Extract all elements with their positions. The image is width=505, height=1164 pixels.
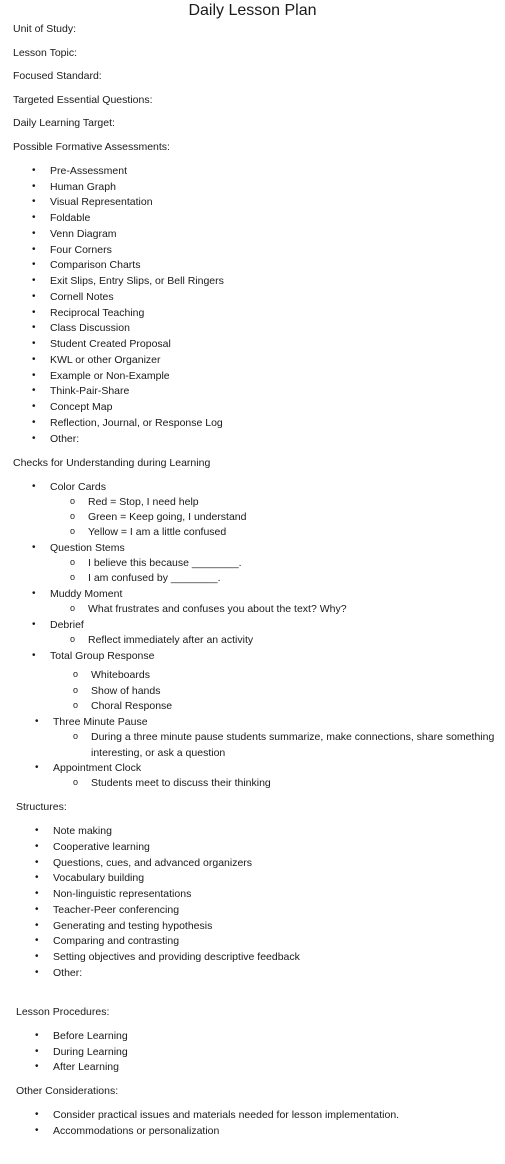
list-item: • Setting objectives and providing descriptive feedback: [53, 950, 300, 964]
sub-item: o During a three minute pause students summarize, make connections, share something interesting, or ask a question: [91, 730, 501, 761]
page-title: Daily Lesson Plan: [188, 2, 317, 19]
check-item-debrief: • Debrief: [50, 618, 84, 632]
list-item: • Foldable: [50, 211, 90, 225]
sub-item: o Show of hands: [91, 684, 160, 698]
field-formative-assessments: Possible Formative Assessments:: [13, 141, 170, 153]
list-item: • Generating and testing hypothesis: [53, 919, 212, 933]
sub-item: o I believe this because ________.: [88, 556, 242, 570]
list-item: • Non-linguistic representations: [53, 887, 191, 901]
list-item: • Venn Diagram: [50, 227, 117, 241]
list-item: • Teacher-Peer conferencing: [53, 903, 179, 917]
checks-heading: Checks for Understanding during Learning: [13, 457, 211, 469]
list-item: • KWL or other Organizer: [50, 353, 161, 367]
list-item: • Exit Slips, Entry Slips, or Bell Ringers: [50, 274, 224, 288]
list-item: • Vocabulary building: [53, 871, 144, 885]
list-item: • Consider practical issues and materials needed for lesson implementation.: [53, 1108, 399, 1122]
check-item-muddy-moment: • Muddy Moment: [50, 587, 122, 601]
list-item: • Cornell Notes: [50, 290, 114, 304]
check-item-three-minute-pause: • Three Minute Pause: [53, 715, 148, 729]
list-item: • Accommodations or personalization: [53, 1124, 219, 1138]
other-considerations-heading: Other Considerations:: [16, 1085, 119, 1097]
list-item: • Example or Non-Example: [50, 369, 170, 383]
structures-heading: Structures:: [16, 801, 67, 813]
field-essential-questions: Targeted Essential Questions:: [13, 94, 153, 106]
list-item: • Class Discussion: [50, 321, 130, 335]
list-item: • Reciprocal Teaching: [50, 306, 144, 320]
sub-item: o Choral Response: [91, 699, 172, 713]
list-item: • Comparing and contrasting: [53, 934, 179, 948]
field-lesson-topic: Lesson Topic:: [13, 47, 78, 59]
list-item: • Visual Representation: [50, 195, 153, 209]
list-item: • Before Learning: [53, 1029, 128, 1043]
check-item-total-group-response: • Total Group Response: [50, 649, 154, 663]
sub-item: o Red = Stop, I need help: [88, 495, 199, 509]
list-item: • Concept Map: [50, 400, 112, 414]
list-item: • Questions, cues, and advanced organizers: [53, 856, 252, 870]
field-unit-of-study: Unit of Study:: [13, 23, 77, 35]
list-item: • Comparison Charts: [50, 258, 140, 272]
list-item: • During Learning: [53, 1045, 128, 1059]
list-item: • Other:: [50, 432, 79, 446]
check-item-appointment-clock: • Appointment Clock: [53, 761, 141, 775]
sub-item: o Reflect immediately after an activity: [88, 633, 253, 647]
sub-item: o Students meet to discuss their thinking: [91, 776, 271, 790]
sub-item: o I am confused by ________.: [88, 571, 221, 585]
list-item: • After Learning: [53, 1060, 119, 1074]
procedures-heading: Lesson Procedures:: [16, 1006, 110, 1018]
list-item: • Cooperative learning: [53, 840, 150, 854]
list-item: • Pre-Assessment: [50, 164, 127, 178]
sub-item: o Green = Keep going, I understand: [88, 510, 247, 524]
field-focused-standard: Focused Standard:: [13, 70, 102, 82]
list-item: • Reflection, Journal, or Response Log: [50, 416, 223, 430]
list-item: • Note making: [53, 824, 112, 838]
sub-item: o Whiteboards: [91, 668, 150, 682]
list-item: • Human Graph: [50, 180, 116, 194]
list-item: • Four Corners: [50, 243, 112, 257]
check-item-question-stems: • Question Stems: [50, 541, 125, 555]
check-item-color-cards: • Color Cards: [50, 480, 106, 494]
list-item: • Other:: [53, 966, 82, 980]
list-item: • Think-Pair-Share: [50, 384, 129, 398]
sub-item: o Yellow = I am a little confused: [88, 525, 226, 539]
field-learning-target: Daily Learning Target:: [13, 117, 115, 129]
list-item: • Student Created Proposal: [50, 337, 171, 351]
sub-item: o What frustrates and confuses you about the text? Why?: [88, 602, 347, 616]
